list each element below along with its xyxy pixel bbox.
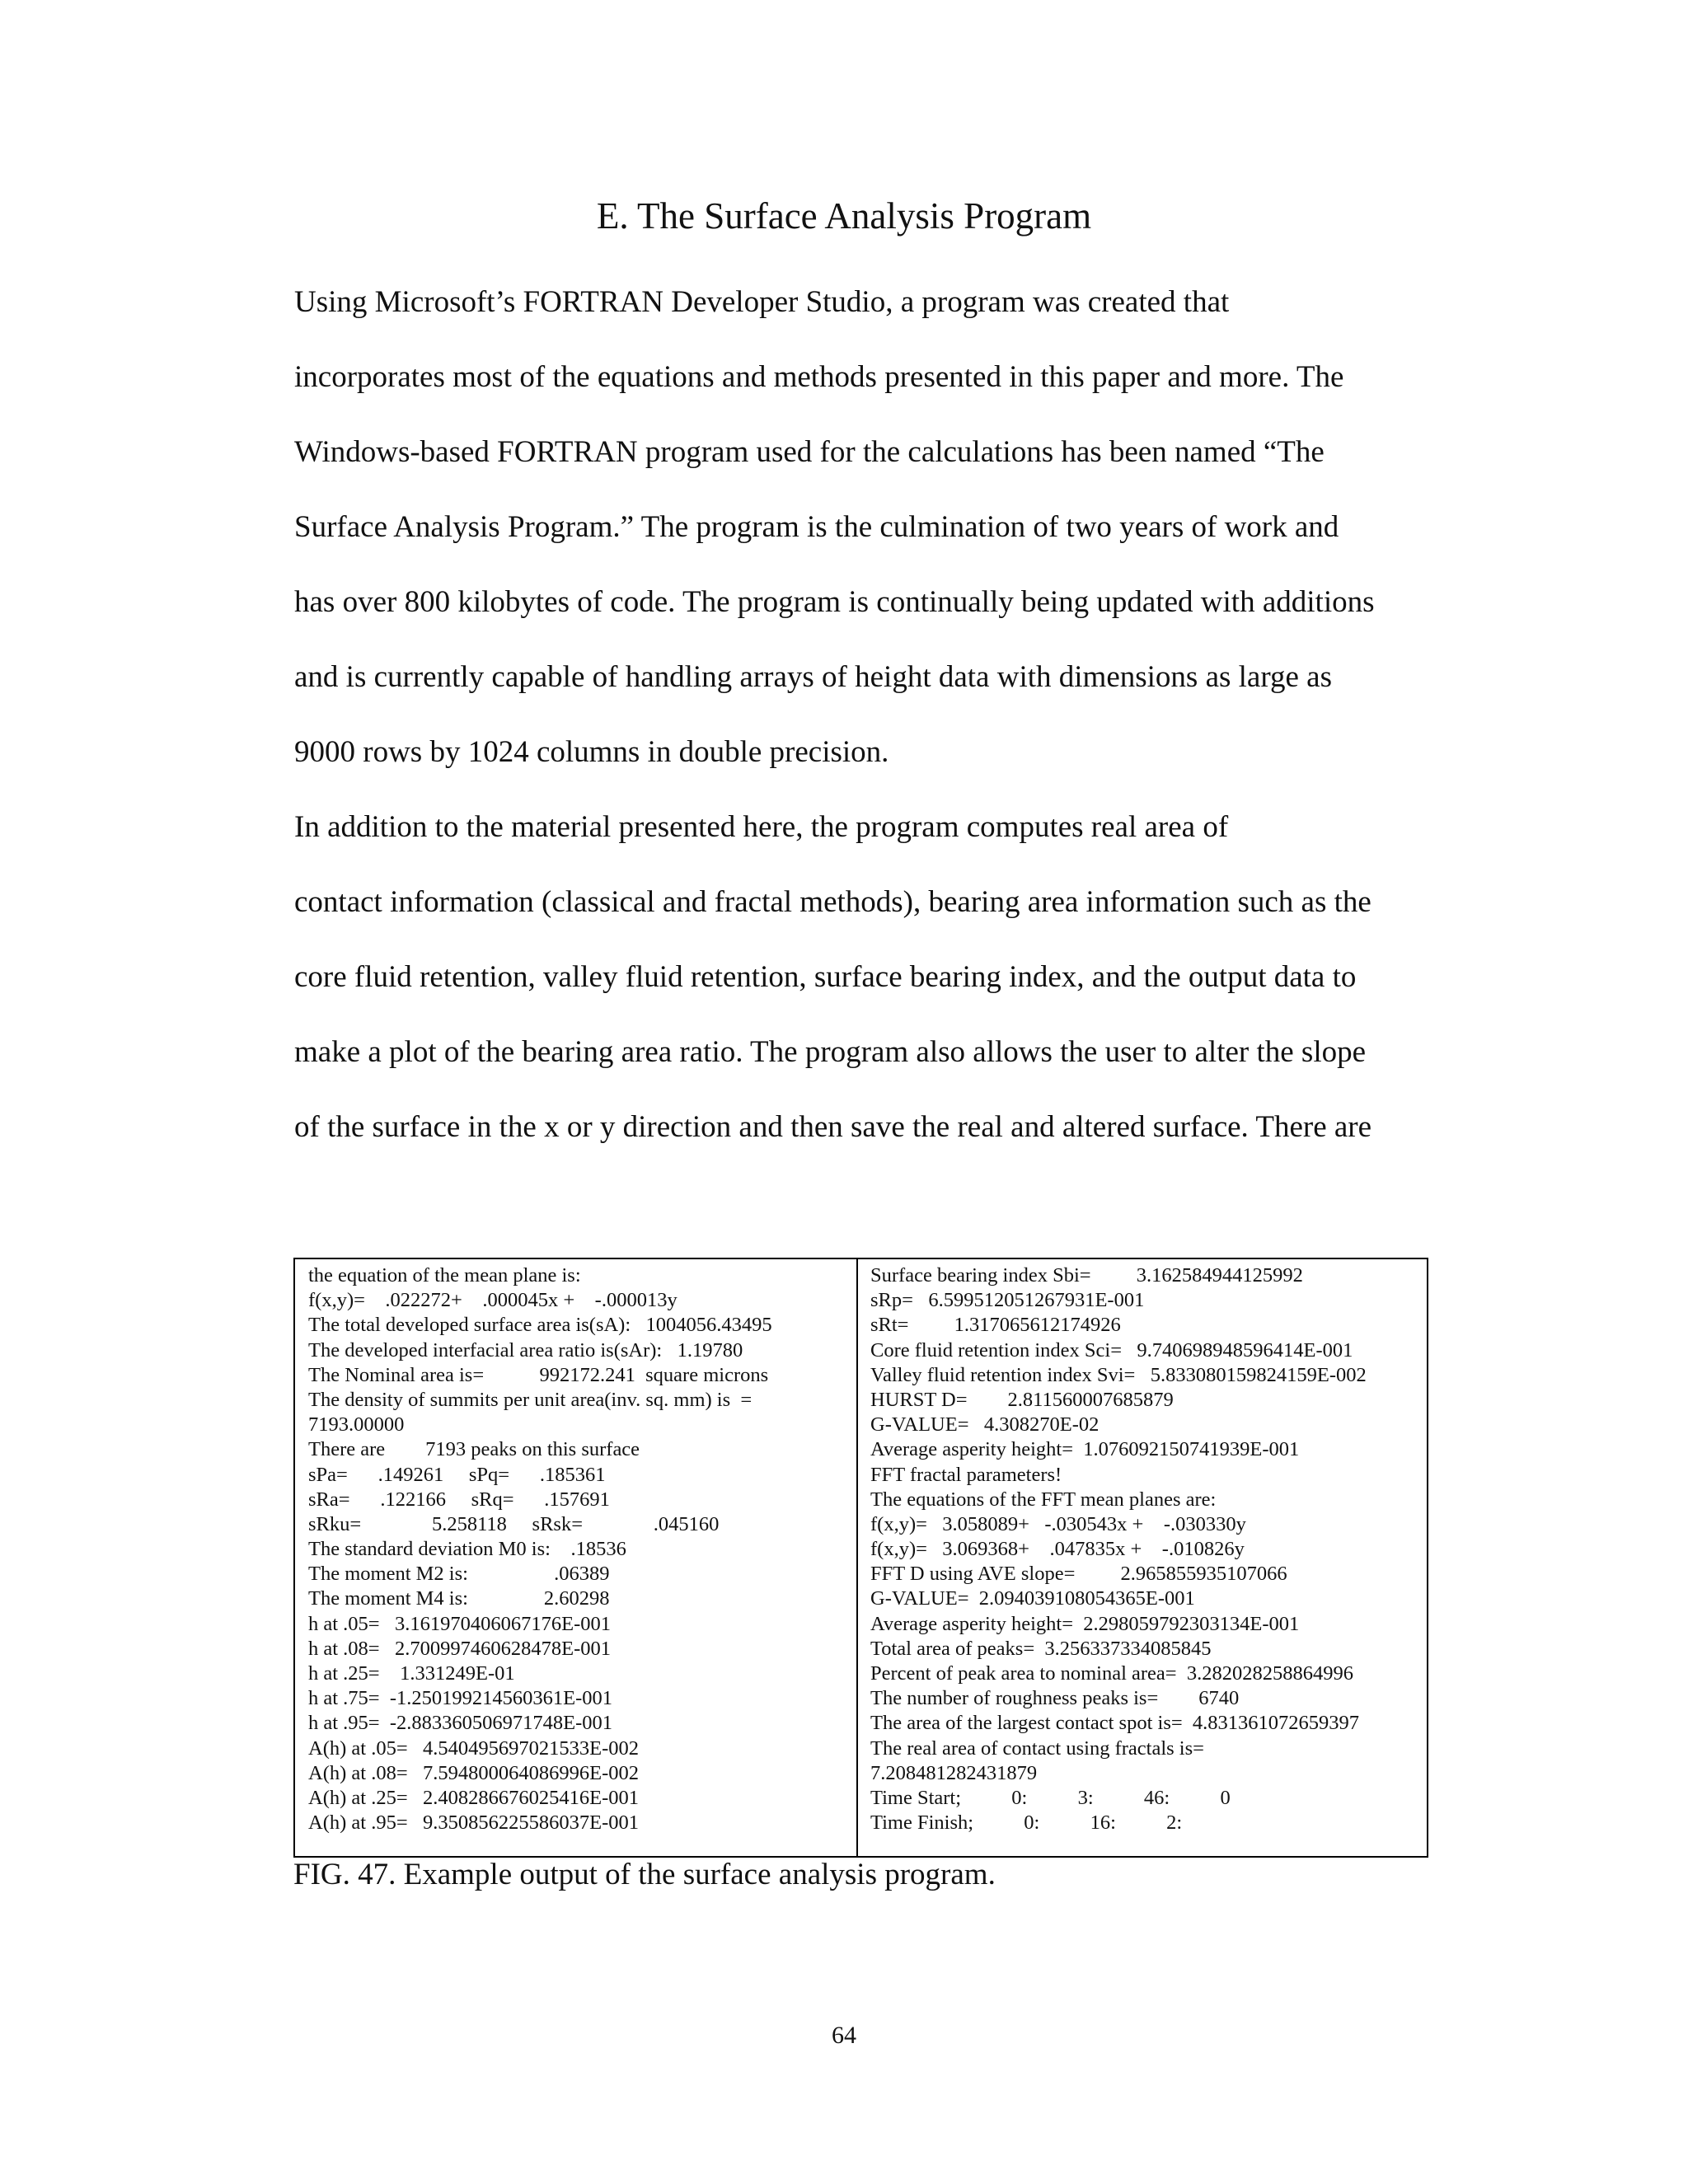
output-right-column (870, 1263, 1423, 1835)
output-line: The area of the largest contact spot is= 4.831361072659397 (870, 1712, 1360, 1735)
output-line: The total developed surface area is(sA): 1004056.43495 (308, 1314, 772, 1337)
body-line: contact information (classical and fractal methods), bearing area information such as the (294, 885, 1372, 919)
output-line: The Nominal area is= 992172.241 square microns (308, 1363, 769, 1386)
output-line: sRa= .122166 sRq= .157691 (308, 1488, 610, 1511)
body-line: has over 800 kilobytes of code. The program is continually being updated with additions (294, 585, 1375, 619)
output-left-column (308, 1263, 852, 1835)
output-line: There are 7193 peaks on this surface (308, 1438, 640, 1461)
output-line: h at .95= -2.883360506971748E-001 (308, 1712, 613, 1735)
output-line: Time Finish; 0: 16: 2: (870, 1811, 1183, 1835)
output-line: sRp= 6.599512051267931E-001 (870, 1289, 1145, 1312)
output-line: The standard deviation M0 is: .18536 (308, 1538, 626, 1561)
output-line: f(x,y)= 3.069368+ .047835x + -.010826y (870, 1538, 1245, 1561)
output-line: The number of roughness peaks is= 6740 (870, 1687, 1240, 1710)
output-line: Valley fluid retention index Svi= 5.833080159824159E-002 (870, 1363, 1367, 1386)
output-line: sRku= 5.258118 sRsk= .045160 (308, 1512, 720, 1535)
body-line: Using Microsoft’s FORTRAN Developer Studio, a program was created that (294, 285, 1230, 319)
output-line: h at .25= 1.331249E-01 (308, 1662, 515, 1685)
body-line: incorporates most of the equations and methods presented in this paper and more. The (294, 360, 1344, 394)
body-line: Windows-based FORTRAN program used for the calculations has been named “The (294, 435, 1325, 469)
output-line: Average asperity height= 2.298059792303134E-001 (870, 1612, 1300, 1635)
output-line: sPa= .149261 sPq= .185361 (308, 1463, 606, 1486)
output-line: A(h) at .95= 9.350856225586037E-001 (308, 1811, 640, 1835)
output-line: Time Start; 0: 3: 46: 0 (870, 1786, 1231, 1809)
output-line: 7193.00000 (308, 1413, 405, 1436)
section-heading: E. The Surface Analysis Program (596, 195, 1092, 237)
output-line: h at .08= 2.700997460628478E-001 (308, 1637, 611, 1660)
output-line: The equations of the FFT mean planes are: (870, 1488, 1217, 1511)
output-line: The developed interfacial area ratio is(sAr): 1.19780 (308, 1338, 743, 1361)
figure-caption: FIG. 47. Example output of the surface analysis program. (293, 1858, 996, 1891)
output-line: A(h) at .05= 4.540495697021533E-002 (308, 1736, 640, 1760)
output-line: f(x,y)= .022272+ .000045x + -.000013y (308, 1289, 678, 1312)
body-line: of the surface in the x or y direction and then save the real and altered surface. There are (294, 1110, 1372, 1144)
output-line: The real area of contact using fractals is= (870, 1736, 1204, 1760)
output-line: The moment M2 is: .06389 (308, 1563, 610, 1586)
output-line: h at .75= -1.250199214560361E-001 (308, 1687, 613, 1710)
output-line: f(x,y)= 3.058089+ -.030543x + -.030330y (870, 1512, 1246, 1535)
output-line: Core fluid retention index Sci= 9.740698948596414E-001 (870, 1338, 1353, 1361)
body-line: make a plot of the bearing area ratio. The program also allows the user to alter the slope (294, 1035, 1367, 1069)
output-line: the equation of the mean plane is: (308, 1264, 581, 1286)
output-line: Surface bearing index Sbi= 3.162584944125992 (870, 1264, 1303, 1286)
output-line: A(h) at .25= 2.408286676025416E-001 (308, 1786, 640, 1809)
body-line: and is currently capable of handling arrays of height data with dimensions as large as (294, 660, 1332, 694)
body-line: core fluid retention, valley fluid retention, surface bearing index, and the output data to (294, 960, 1357, 994)
output-line: FFT D using AVE slope= 2.965855935107066 (870, 1563, 1287, 1586)
page-number: 64 (832, 2022, 856, 2049)
column-divider (856, 1259, 858, 1856)
output-line: h at .05= 3.161970406067176E-001 (308, 1612, 611, 1635)
output-line: The moment M4 is: 2.60298 (308, 1587, 610, 1610)
output-line: G-VALUE= 2.094039108054365E-001 (870, 1587, 1195, 1610)
output-line: Average asperity height= 1.076092150741939E-001 (870, 1438, 1300, 1461)
output-line: G-VALUE= 4.308270E-02 (870, 1413, 1100, 1436)
output-line: A(h) at .08= 7.594800064086996E-002 (308, 1761, 640, 1784)
output-line: HURST D= 2.811560007685879 (870, 1388, 1174, 1411)
output-line: Percent of peak area to nominal area= 3.282028258864996 (870, 1662, 1353, 1685)
program-output-figure (293, 1258, 1428, 1858)
output-line: sRt= 1.317065612174926 (870, 1314, 1121, 1337)
output-line: Total area of peaks= 3.256337334085845 (870, 1637, 1212, 1660)
body-line: In addition to the material presented here, the program computes real area of (294, 810, 1229, 844)
output-line: FFT fractal parameters! (870, 1463, 1062, 1486)
output-line: The density of summits per unit area(inv. sq. mm) is = (308, 1388, 753, 1411)
body-line: Surface Analysis Program.” The program is the culmination of two years of work and (294, 510, 1339, 544)
body-line: 9000 rows by 1024 columns in double precision. (294, 735, 889, 769)
output-line: 7.208481282431879 (870, 1761, 1038, 1784)
